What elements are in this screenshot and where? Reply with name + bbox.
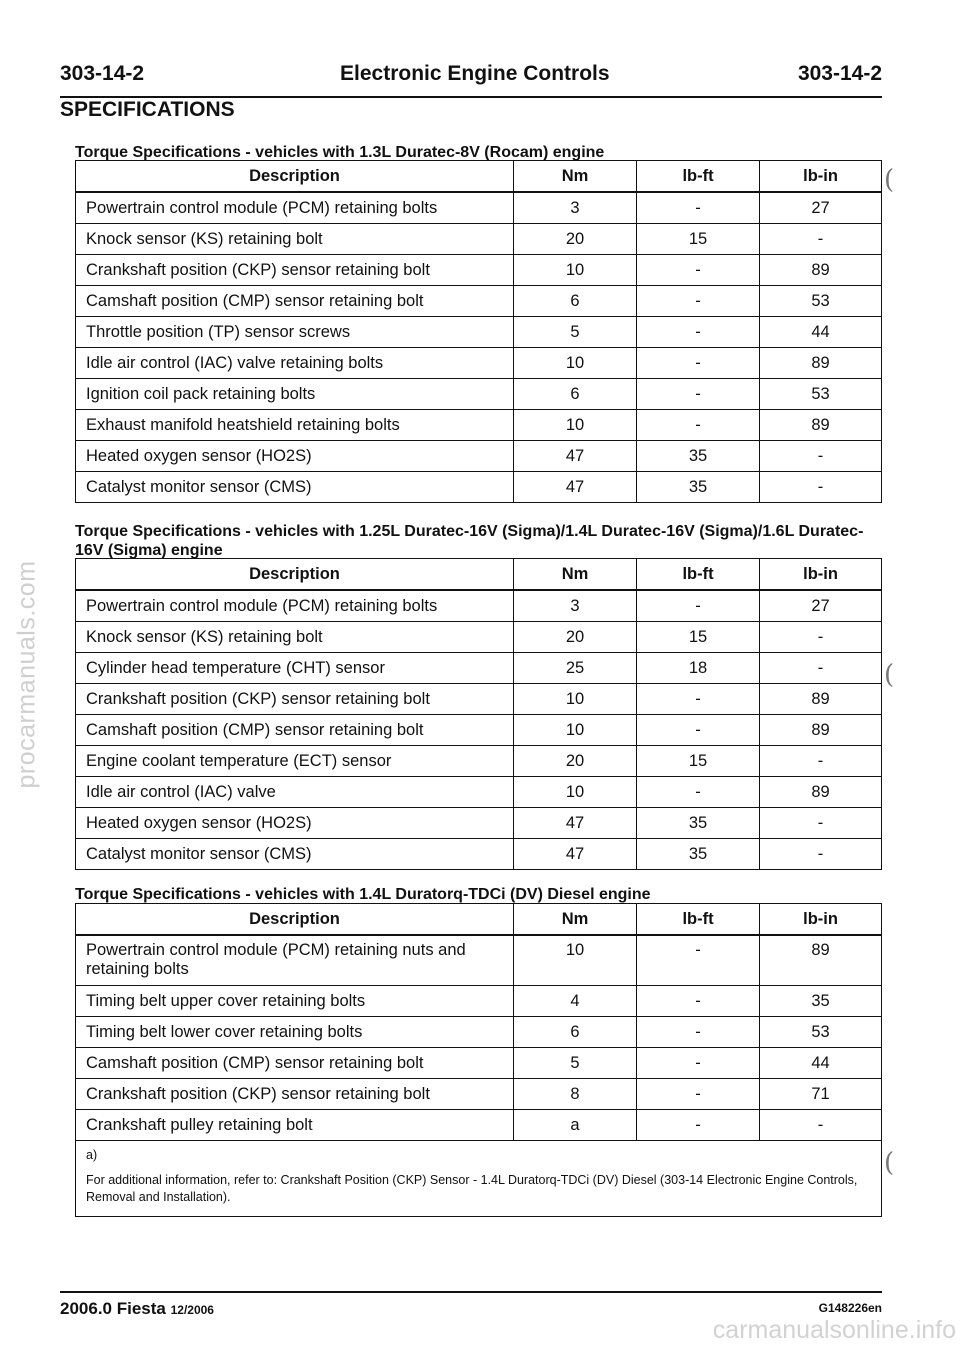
table-1-caption: Torque Specifications - vehicles with 1.3L Duratec-8V (Rocam) engine	[75, 144, 605, 161]
table-row	[76, 348, 882, 379]
col-description: Description	[76, 559, 514, 591]
cell-lbft: 35	[637, 472, 760, 503]
torque-table-rocam	[75, 160, 882, 503]
cell-lbft: -	[637, 286, 760, 317]
table-row	[76, 1079, 882, 1110]
footnote-marker: a)	[86, 1148, 98, 1162]
cell-description: Timing belt lower cover retaining bolts	[76, 1017, 514, 1048]
cell-nm: 10	[513, 684, 636, 715]
cell-lbft: -	[637, 986, 760, 1017]
table-3-caption: Torque Specifications - vehicles with 1.4L Duratorq-TDCi (DV) Diesel engine	[75, 886, 651, 903]
cell-description: Catalyst monitor sensor (CMS)	[76, 472, 514, 503]
cell-lbin: 53	[760, 1017, 882, 1048]
cell-description: Idle air control (IAC) valve retaining bolts	[76, 348, 514, 379]
cell-lbin: -	[760, 224, 882, 255]
margin-mark: (	[884, 660, 895, 690]
table-row	[76, 808, 882, 839]
torque-table-diesel	[75, 903, 882, 1217]
cell-lbft: -	[637, 410, 760, 441]
cell-lbft: -	[637, 1048, 760, 1079]
margin-mark: (	[884, 165, 895, 195]
cell-description: Camshaft position (CMP) sensor retaining bolt	[76, 286, 514, 317]
cell-description: Engine coolant temperature (ECT) sensor	[76, 746, 514, 777]
margin-mark: (	[884, 1148, 895, 1178]
cell-lbft: -	[637, 590, 760, 622]
table-row	[76, 317, 882, 348]
cell-description: Crankshaft position (CKP) sensor retaining bolt	[76, 684, 514, 715]
table-row	[76, 286, 882, 317]
cell-nm: 20	[513, 622, 636, 653]
table-row	[76, 715, 882, 746]
cell-description: Throttle position (TP) sensor screws	[76, 317, 514, 348]
footnote-text: For additional information, refer to: Crankshaft Position (CKP) Sensor - 1.4L Duratorq-TDCi (DV) Diesel (303-14 Electronic Engine Controls, Removal and Installation).	[86, 1173, 858, 1204]
cell-lbin: -	[760, 472, 882, 503]
cell-lbft: -	[637, 348, 760, 379]
table-row	[76, 1048, 882, 1079]
cell-lbin: -	[760, 441, 882, 472]
cell-lbft: -	[637, 1110, 760, 1141]
cell-lbin: 44	[760, 317, 882, 348]
cell-nm: 5	[513, 317, 636, 348]
table-header-row	[76, 161, 882, 193]
table-header-row	[76, 559, 882, 591]
cell-lbin: 89	[760, 935, 882, 986]
cell-description: Heated oxygen sensor (HO2S)	[76, 441, 514, 472]
cell-description: Catalyst monitor sensor (CMS)	[76, 839, 514, 870]
cell-lbft: 15	[637, 224, 760, 255]
cell-description: Knock sensor (KS) retaining bolt	[76, 224, 514, 255]
cell-description: Heated oxygen sensor (HO2S)	[76, 808, 514, 839]
table-row	[76, 379, 882, 410]
table-header-row	[76, 904, 882, 936]
cell-nm: 10	[513, 410, 636, 441]
cell-description: Ignition coil pack retaining bolts	[76, 379, 514, 410]
table-row	[76, 746, 882, 777]
cell-description: Crankshaft position (CKP) sensor retaining bolt	[76, 255, 514, 286]
table-row	[76, 472, 882, 503]
cell-nm: 47	[513, 472, 636, 503]
cell-description: Powertrain control module (PCM) retaining nuts and retaining bolts	[76, 935, 514, 986]
cell-lbin: -	[760, 808, 882, 839]
footer-code: G148226en	[818, 1301, 882, 1315]
table-row	[76, 622, 882, 653]
cell-lbin: 71	[760, 1079, 882, 1110]
cell-nm: 20	[513, 224, 636, 255]
footnote	[76, 1141, 882, 1217]
col-nm: Nm	[513, 904, 636, 936]
cell-lbft: 35	[637, 808, 760, 839]
cell-nm: 10	[513, 777, 636, 808]
table-row	[76, 653, 882, 684]
cell-lbft: -	[637, 715, 760, 746]
cell-lbin: -	[760, 746, 882, 777]
table-row	[76, 1017, 882, 1048]
table-row	[76, 410, 882, 441]
table-row	[76, 935, 882, 986]
page-footer	[60, 1291, 882, 1323]
table-row	[76, 224, 882, 255]
table-row	[76, 777, 882, 808]
cell-nm: 47	[513, 808, 636, 839]
cell-nm: 6	[513, 1017, 636, 1048]
cell-lbin: 89	[760, 410, 882, 441]
footnote-row	[76, 1141, 882, 1217]
cell-lbft: -	[637, 317, 760, 348]
cell-lbft: -	[637, 1017, 760, 1048]
cell-description: Crankshaft position (CKP) sensor retaining bolt	[76, 1079, 514, 1110]
col-lbin: lb-in	[760, 904, 882, 936]
cell-lbin: -	[760, 622, 882, 653]
cell-nm: 47	[513, 839, 636, 870]
col-lbin: lb-in	[760, 161, 882, 193]
table-row	[76, 1110, 882, 1141]
col-description: Description	[76, 904, 514, 936]
table-row	[76, 986, 882, 1017]
cell-nm: 10	[513, 715, 636, 746]
cell-description: Camshaft position (CMP) sensor retaining bolt	[76, 715, 514, 746]
table-row	[76, 839, 882, 870]
col-nm: Nm	[513, 559, 636, 591]
table-row	[76, 590, 882, 622]
cell-lbin: 89	[760, 715, 882, 746]
footer-date: 12/2006	[170, 1303, 214, 1317]
cell-nm: 47	[513, 441, 636, 472]
col-description: Description	[76, 161, 514, 193]
cell-lbft: 15	[637, 622, 760, 653]
cell-nm: 3	[513, 192, 636, 224]
cell-description: Timing belt upper cover retaining bolts	[76, 986, 514, 1017]
table-row	[76, 684, 882, 715]
cell-nm: 6	[513, 379, 636, 410]
cell-lbin: 89	[760, 777, 882, 808]
header-title: Electronic Engine Controls	[340, 62, 610, 85]
page-header	[60, 58, 882, 98]
cell-nm: 20	[513, 746, 636, 777]
cell-lbin: 27	[760, 590, 882, 622]
footer-model: 2006.0 Fiesta 12/2006	[60, 1299, 214, 1318]
cell-lbin: -	[760, 1110, 882, 1141]
cell-nm: 4	[513, 986, 636, 1017]
torque-table-sigma	[75, 558, 882, 870]
col-lbft: lb-ft	[637, 559, 760, 591]
header-page-number-left: 303-14-2	[60, 62, 145, 85]
cell-nm: 10	[513, 255, 636, 286]
cell-lbft: 35	[637, 441, 760, 472]
cell-lbin: 89	[760, 255, 882, 286]
cell-description: Camshaft position (CMP) sensor retaining bolt	[76, 1048, 514, 1079]
col-nm: Nm	[513, 161, 636, 193]
cell-lbin: 89	[760, 684, 882, 715]
cell-lbft: -	[637, 255, 760, 286]
cell-description: Cylinder head temperature (CHT) sensor	[76, 653, 514, 684]
cell-lbft: -	[637, 379, 760, 410]
col-lbin: lb-in	[760, 559, 882, 591]
cell-nm: 10	[513, 348, 636, 379]
cell-description: Idle air control (IAC) valve	[76, 777, 514, 808]
cell-lbft: 35	[637, 839, 760, 870]
cell-lbin: 35	[760, 986, 882, 1017]
cell-description: Exhaust manifold heatshield retaining bolts	[76, 410, 514, 441]
cell-lbin: -	[760, 839, 882, 870]
cell-description: Knock sensor (KS) retaining bolt	[76, 622, 514, 653]
col-lbft: lb-ft	[637, 161, 760, 193]
table-row	[76, 441, 882, 472]
cell-lbft: -	[637, 777, 760, 808]
cell-nm: 5	[513, 1048, 636, 1079]
cell-lbft: 18	[637, 653, 760, 684]
section-title: SPECIFICATIONS	[60, 98, 235, 121]
cell-description: Crankshaft pulley retaining bolt	[76, 1110, 514, 1141]
cell-description: Powertrain control module (PCM) retaining bolts	[76, 590, 514, 622]
cell-nm: a	[513, 1110, 636, 1141]
watermark-bottom: carmanualsonline.info	[712, 1316, 956, 1344]
cell-lbft: -	[637, 684, 760, 715]
cell-lbft: -	[637, 1079, 760, 1110]
cell-lbft: -	[637, 935, 760, 986]
cell-nm: 6	[513, 286, 636, 317]
cell-nm: 3	[513, 590, 636, 622]
table-row	[76, 192, 882, 224]
cell-lbin: 89	[760, 348, 882, 379]
cell-description: Powertrain control module (PCM) retaining bolts	[76, 192, 514, 224]
cell-lbin: 53	[760, 379, 882, 410]
cell-nm: 10	[513, 935, 636, 986]
cell-nm: 8	[513, 1079, 636, 1110]
cell-lbft: -	[637, 192, 760, 224]
table-2-caption: Torque Specifications - vehicles with 1.25L Duratec-16V (Sigma)/1.4L Duratec-16V (Sigma)/1.6L Duratec-16V (Sigma) engine	[75, 523, 864, 559]
cell-lbin: -	[760, 653, 882, 684]
cell-nm: 25	[513, 653, 636, 684]
col-lbft: lb-ft	[637, 904, 760, 936]
cell-lbft: 15	[637, 746, 760, 777]
cell-lbin: 27	[760, 192, 882, 224]
cell-lbin: 53	[760, 286, 882, 317]
watermark-side: procarmanuals.com	[12, 560, 41, 789]
header-page-number-right: 303-14-2	[797, 62, 882, 85]
table-row	[76, 255, 882, 286]
cell-lbin: 44	[760, 1048, 882, 1079]
